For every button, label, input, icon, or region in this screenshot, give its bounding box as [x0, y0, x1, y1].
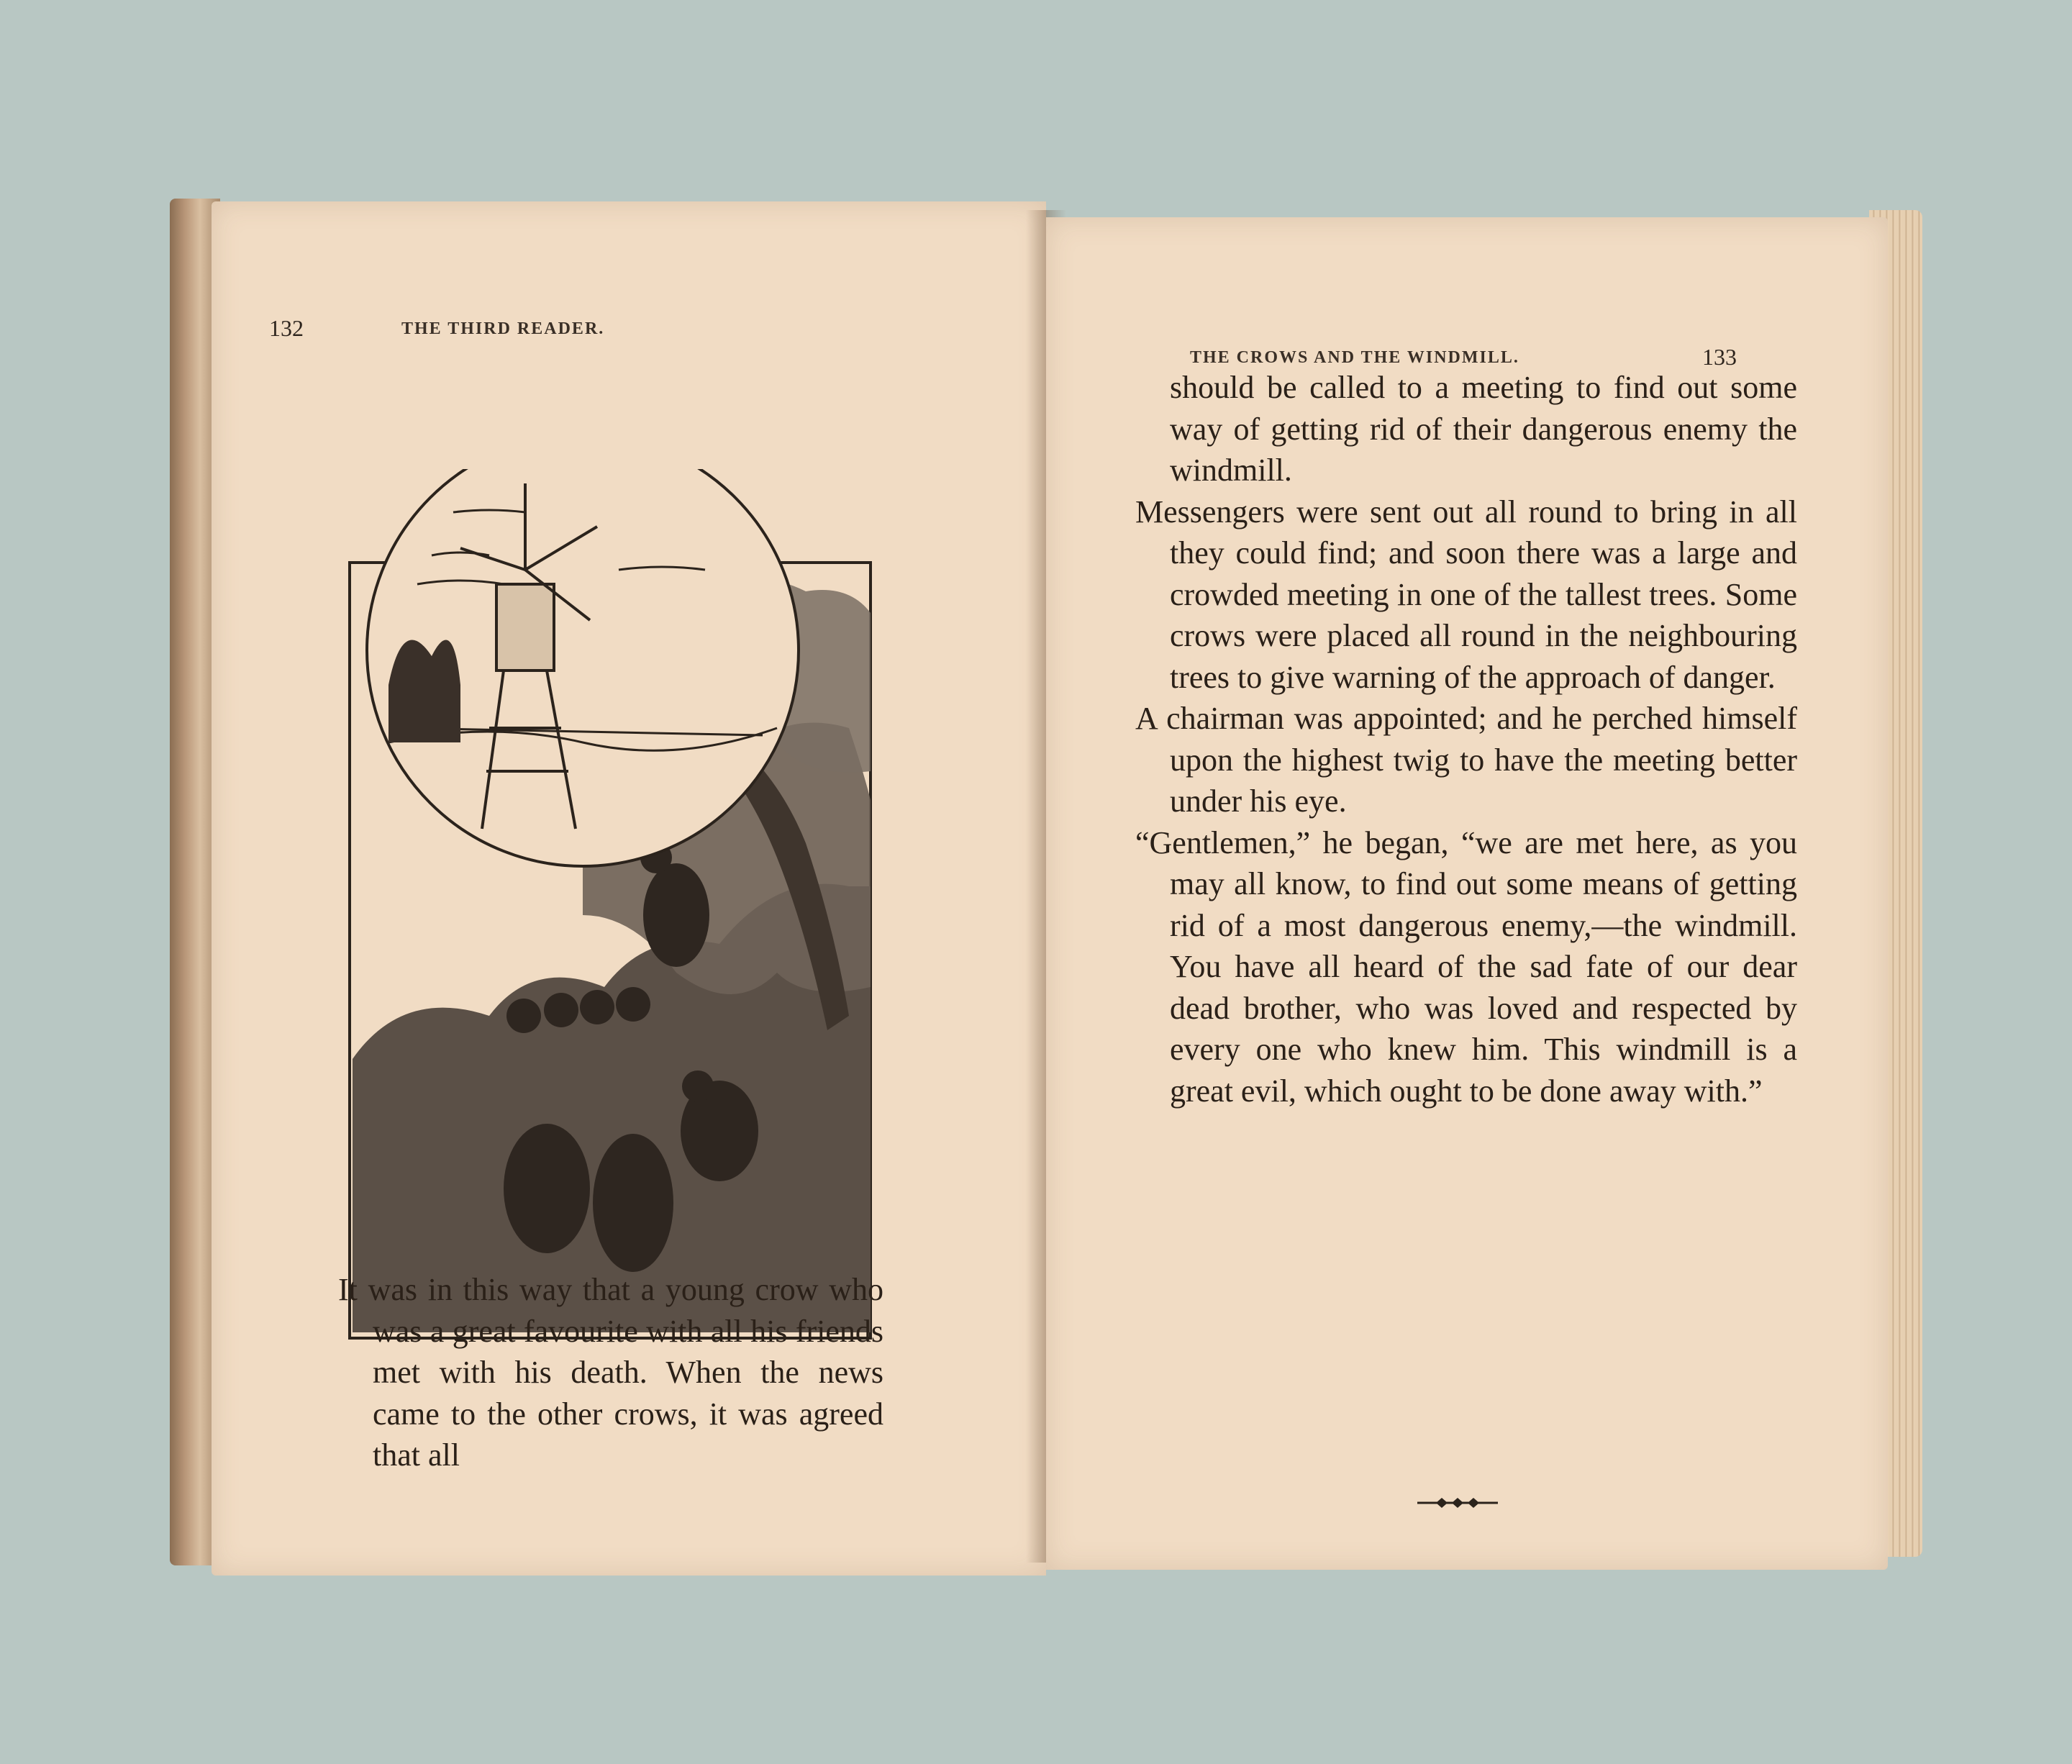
- right-page: [1046, 217, 1888, 1570]
- paragraph: A chairman was appointed; and he perched himself upon the highest twig to have the meeting better under his eye.: [1135, 701, 1797, 819]
- paragraph: Messengers were sent out all round to bring in all they could find; and soon there was a large and crowded meeting in one of the tallest trees. Some crows were placed all round in the neighbouring trees to give warning of the approach of danger.: [1135, 494, 1797, 695]
- left-page: [212, 201, 1046, 1576]
- page-number-right: 133: [1702, 344, 1737, 370]
- windmill-crows-illustration: [345, 469, 875, 1341]
- open-book: [170, 188, 1922, 1578]
- page-number-left: 132: [269, 315, 304, 341]
- running-head-left: THE THIRD READER.: [401, 319, 605, 338]
- right-page-text: [1135, 367, 1797, 1111]
- section-end-ornament: [1414, 1494, 1501, 1511]
- paragraph: “Gentlemen,” he began, “we are met here, as you may all know, to find out some means of getting rid of a most dangerous enemy,—the windmill. You have all heard of the sad fate of our dear dead brother, who was loved and respected by every one who knew him. This windmill is a great evil, which ought to be done away with.”: [1135, 824, 1797, 1109]
- running-head-right: THE CROWS AND THE WINDMILL.: [1190, 348, 1519, 367]
- paragraph: should be called to a meeting to find out some way of getting rid of their dangerous enemy the windmill.: [1170, 370, 1797, 488]
- left-page-text: [338, 1269, 883, 1476]
- paragraph: It was in this way that a young crow who was a great favourite with all his friends met with his death. When the news came to the other crows, it was agreed that all: [338, 1272, 883, 1473]
